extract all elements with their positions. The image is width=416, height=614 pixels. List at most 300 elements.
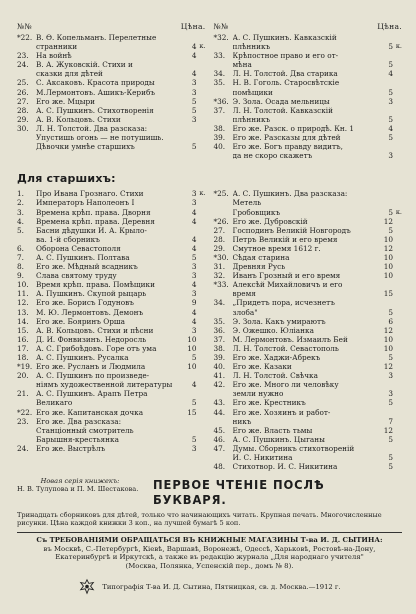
book-title: да не скоро скажетъ (232, 151, 313, 161)
book-price (381, 408, 393, 417)
book-price (185, 417, 197, 426)
book-number (17, 235, 36, 244)
book-entry (17, 317, 206, 326)
book-entry (214, 353, 403, 362)
ad-authors: Н. В. Тулупова и П. М. Шестакова. (17, 485, 139, 494)
book-number (214, 208, 233, 217)
book-number: 45. (213, 425, 226, 435)
price-unit (393, 189, 402, 198)
book-entry (214, 262, 403, 271)
book-price: 5 (388, 225, 393, 235)
book-price (381, 198, 393, 207)
book-price: 5 (191, 353, 197, 362)
book-title: Станціонный смотритель (36, 425, 134, 435)
book-number (17, 142, 36, 151)
book-price: 4 (191, 42, 197, 52)
book-price: 15 (383, 289, 393, 299)
book-price: 12 (383, 243, 393, 253)
book-entry (17, 33, 206, 42)
eagle-emblem-icon (78, 578, 96, 596)
book-title: Его же. Крестникъ (232, 398, 306, 408)
price-unit (197, 253, 206, 262)
book-price: 10 (383, 343, 393, 353)
price-unit (393, 398, 402, 407)
book-entry (17, 408, 206, 417)
book-number: 36. (213, 325, 226, 335)
book-number: 13. (17, 307, 29, 317)
price-unit (393, 124, 402, 133)
book-title: Д. И. Фонвизинъ. Недоросль (36, 334, 147, 344)
book-title: М. Ю. Лермонтовъ. Демонъ (36, 307, 144, 317)
book-title: злоба" (232, 307, 258, 317)
book-title: Его же. Власть тьмы (232, 425, 313, 435)
book-price: 10 (187, 343, 197, 353)
price-unit (393, 344, 402, 353)
book-title: мѣна (232, 60, 252, 70)
book-entry (17, 97, 206, 106)
book-entry (17, 298, 206, 307)
price-unit (393, 417, 402, 426)
book-price: 4 (191, 207, 197, 217)
price-unit (393, 115, 402, 124)
book-number: 2. (17, 198, 24, 208)
price-unit (197, 280, 206, 289)
price-unit (197, 106, 206, 115)
price-unit (197, 217, 206, 226)
book-number: 28. (17, 105, 29, 115)
price-unit (197, 317, 206, 326)
book-number: 21. (17, 389, 29, 399)
book-title: Э. Ожешко. Юліанка (232, 325, 314, 335)
price-unit (197, 326, 206, 335)
book-number (214, 115, 233, 124)
book-entry (17, 371, 206, 380)
book-price (185, 226, 197, 235)
book-price: 5 (388, 398, 393, 408)
book-number: 15. (17, 325, 29, 335)
book-price: 5 (388, 353, 393, 362)
price-unit (197, 408, 206, 417)
book-title: А. С. Пушкинъ. Арапъ Петра (36, 389, 148, 399)
price-unit (393, 462, 402, 471)
book-entry (214, 151, 403, 160)
book-title: Слава святому труду (36, 271, 117, 281)
price-unit (197, 133, 206, 142)
price-unit (197, 69, 206, 78)
book-number: 1. (17, 189, 24, 199)
book-price: 5 (191, 398, 197, 408)
book-title: Его же. Русланъ и Людмила (36, 362, 146, 372)
book-title: Про Ивана Грознаго. Стихи (36, 189, 144, 199)
book-entry (214, 133, 403, 142)
book-entry (214, 88, 403, 97)
book-price: 3 (388, 371, 393, 381)
number-header: №№ (17, 22, 32, 31)
price-unit (393, 97, 402, 106)
book-price: 5 (191, 252, 197, 262)
book-price: 5 (388, 133, 393, 143)
price-unit (197, 78, 206, 87)
price-unit (197, 308, 206, 317)
book-title: Его же. Богъ правду видитъ, (232, 142, 343, 152)
book-price: 3 (191, 87, 197, 97)
book-number: 35. (213, 316, 226, 326)
book-entry (17, 380, 206, 389)
book-price: 3 (191, 443, 197, 453)
price-unit (393, 280, 402, 289)
book-title: Метель (232, 198, 262, 208)
book-price: 5 (388, 114, 393, 124)
book-price: 3 (388, 389, 393, 399)
book-price (381, 280, 393, 289)
book-number: 5. (17, 225, 24, 235)
book-title: А. С. Пушкинъ. Полтава (36, 252, 130, 262)
book-number: *22. (17, 407, 33, 417)
price-unit: к. (395, 42, 402, 51)
book-number: 16. (17, 334, 29, 344)
price-unit (393, 426, 402, 435)
book-price: 10 (187, 334, 197, 344)
book-entry (214, 380, 403, 389)
book-entry (17, 389, 206, 398)
book-entry (214, 308, 403, 317)
book-entry (17, 435, 206, 444)
address-block (17, 536, 402, 570)
book-title: С. Аксаковъ. Красота природы (36, 78, 155, 88)
book-entry (214, 142, 403, 151)
book-number (214, 308, 233, 317)
book-number: 40. (213, 142, 226, 152)
book-title: Его же. Казаки (232, 362, 292, 372)
book-entry (214, 298, 403, 307)
book-number (214, 42, 233, 51)
book-number: 23. (17, 416, 29, 426)
book-number: 18. (17, 353, 29, 362)
book-number (214, 151, 233, 160)
book-title: Его же. Капитанская дочка (36, 407, 144, 417)
book-price: 3 (191, 78, 197, 88)
book-number (214, 417, 233, 426)
book-entry (17, 133, 206, 142)
book-list-top-left (17, 33, 206, 151)
book-number: 39. (213, 133, 226, 143)
column-header (17, 22, 206, 31)
book-price: 4 (191, 307, 197, 317)
book-entry (214, 78, 403, 87)
book-price: 10 (383, 334, 393, 344)
price-unit (197, 444, 206, 453)
price-unit (393, 335, 402, 344)
book-number (214, 198, 233, 207)
book-title: А. С. Пушкинъ. Цыганы (232, 434, 325, 444)
book-number: 32. (213, 271, 226, 281)
price-unit (197, 362, 206, 371)
book-number (17, 133, 36, 142)
price-unit (393, 408, 402, 417)
book-entry (17, 353, 206, 362)
book-title: А. С. Пушкинъ. Кавказскій (232, 33, 337, 42)
book-price: 7 (388, 416, 393, 426)
price-unit: к. (395, 207, 402, 216)
book-title: И. С. Никитина (232, 453, 293, 463)
book-entry (214, 271, 403, 280)
price-unit (197, 371, 206, 380)
price-unit (393, 435, 402, 444)
address-line-2: въ Москвѣ, С.-Петербургѣ, Кіевѣ, Варшавѣ, Воронежѣ, Одессѣ, Харьковѣ, Ростовѣ-на-Дону, (43, 544, 376, 553)
book-title: ва. 1-й сборникъ (36, 234, 100, 244)
book-price: 5 (191, 434, 197, 444)
book-number: 37. (213, 334, 226, 344)
book-price (185, 33, 197, 42)
book-price: 4 (388, 69, 393, 79)
book-list-top-right (214, 33, 403, 160)
book-entry (17, 308, 206, 317)
book-entry (17, 235, 206, 244)
price-unit (393, 33, 402, 42)
book-entry (17, 262, 206, 271)
price-unit (197, 262, 206, 271)
price-unit (197, 289, 206, 298)
book-entry (17, 88, 206, 97)
book-title: Крѣпостное право и его от- (232, 51, 339, 61)
book-number: *26. (213, 216, 229, 226)
book-title: Его же. Разск. о природѣ. Кн. 1 (232, 123, 355, 133)
book-entry (214, 198, 403, 207)
book-entry (214, 33, 403, 42)
book-number: 31. (213, 262, 226, 272)
book-price: 4 (388, 123, 393, 133)
book-number: 27. (17, 96, 29, 106)
book-entry (17, 398, 206, 407)
book-title: никъ (232, 416, 252, 426)
book-number: 44. (213, 407, 226, 417)
book-number: 10. (17, 280, 29, 290)
book-number: 26. (17, 87, 29, 97)
book-price: 10 (187, 362, 197, 372)
price-unit (393, 308, 402, 317)
book-price: 6 (388, 316, 393, 326)
book-entry (214, 189, 403, 198)
book-entry (17, 198, 206, 207)
price-unit (197, 115, 206, 124)
printer-line: Типографія Т-ва И. Д. Сытина, Пятницкая, св. д. Москва.—1912 г. (102, 582, 341, 591)
book-number: 38. (213, 343, 226, 353)
book-title: Господинъ Великій Новгородъ (232, 225, 351, 235)
book-price: 5 (388, 87, 393, 97)
book-title: Времена крѣп. права. Дворня (36, 207, 151, 217)
book-number: 37. (213, 105, 226, 115)
price-unit (393, 198, 402, 207)
price-unit (393, 298, 402, 307)
book-title: Его же. Мѣдный всадникъ (36, 262, 138, 272)
ad-main (153, 477, 402, 507)
book-number: 8. (17, 262, 24, 272)
book-title: странники (36, 42, 78, 52)
book-entry (214, 398, 403, 407)
book-entry (17, 142, 206, 151)
book-entry (17, 115, 206, 124)
book-entry (214, 408, 403, 417)
book-title: Древняя Русь (232, 262, 286, 272)
book-entry (214, 217, 403, 226)
book-price: 15 (187, 407, 197, 417)
book-price: 3 (191, 198, 197, 208)
book-number: 43. (213, 398, 226, 408)
book-number: 34. (213, 69, 226, 79)
book-number: 38. (213, 123, 226, 133)
book-price: 12 (383, 325, 393, 335)
book-title: А. С. Пушкинъ по произведе- (36, 371, 150, 381)
book-entry (214, 362, 403, 371)
book-price: 3 (191, 114, 197, 124)
book-entry (214, 226, 403, 235)
book-number: 41. (213, 371, 226, 381)
book-number: 42. (213, 380, 226, 390)
book-list-older-right (214, 189, 403, 471)
book-title: Сѣдая старина (232, 252, 290, 262)
book-price: 3 (191, 271, 197, 281)
book-title: Его же. Дубровскій (232, 216, 308, 226)
book-title: А. Пушкинъ. Скупой рыцарь (36, 289, 147, 299)
book-price: 3 (191, 262, 197, 272)
book-number: 29. (17, 114, 29, 124)
book-price: 5 (388, 453, 393, 463)
book-title: На войнѣ (36, 51, 72, 61)
book-price: 4 (191, 216, 197, 226)
book-entry (17, 69, 206, 78)
book-entry (214, 60, 403, 69)
book-title: Петръ Великій и его время (232, 234, 338, 244)
book-entry (214, 317, 403, 326)
price-unit: к. (199, 189, 206, 198)
price-unit (393, 142, 402, 151)
book-number (17, 42, 36, 51)
address-line-4: (Москва, Полянка, Успенскій пер., домъ № 8). (125, 562, 294, 570)
book-title: Л. Н. Толстой. Севастополь (232, 343, 339, 353)
book-number: 29. (213, 243, 226, 253)
ad-series-info (17, 477, 143, 507)
book-number (17, 435, 36, 444)
book-entry (214, 444, 403, 453)
price-unit (393, 217, 402, 226)
book-entry (17, 78, 206, 87)
address-line-3: Екатеринбургѣ и Иркутскѣ, а также въ редакцію журнала „Для народнаго учителя" (55, 553, 364, 562)
book-title: А. С. Грибоѣдовъ. Горе отъ ума (36, 343, 157, 353)
book-price (381, 189, 393, 198)
book-number: *36. (213, 96, 229, 106)
book-number: 47. (213, 443, 226, 453)
book-number (214, 88, 233, 97)
price-unit (393, 133, 402, 142)
book-title: Э. Зола. Осада мельницы (232, 96, 330, 106)
book-price (381, 33, 393, 42)
book-price: 3 (388, 96, 393, 106)
top-columns (17, 22, 402, 160)
book-price (185, 124, 197, 133)
book-price: 5 (388, 42, 393, 52)
price-unit (197, 335, 206, 344)
price-unit (197, 235, 206, 244)
book-price (381, 106, 393, 115)
book-entry (214, 97, 403, 106)
price-unit (393, 226, 402, 235)
price-unit (393, 51, 402, 60)
price-unit (393, 362, 402, 371)
price-unit (197, 51, 206, 60)
section-title: Для старшихъ: (17, 172, 116, 186)
book-title: Упустишь огонь — не потушишь. (36, 133, 164, 143)
price-unit (197, 60, 206, 69)
book-title: Оборона Севастополя (36, 243, 121, 253)
price-unit (197, 398, 206, 407)
book-number: 17. (17, 343, 29, 353)
price-unit (393, 244, 402, 253)
book-entry (17, 280, 206, 289)
book-price: 3 (191, 289, 197, 299)
book-price: 10 (383, 262, 393, 272)
book-number: 28. (213, 234, 226, 244)
book-entry (17, 444, 206, 453)
book-number (17, 69, 36, 78)
book-entry (214, 344, 403, 353)
older-columns (17, 189, 402, 471)
book-price: 4 (191, 69, 197, 79)
book-entry (17, 426, 206, 435)
book-price (381, 298, 393, 307)
book-title: М.Лермонтовъ. Ашикъ-Керибъ (36, 87, 155, 97)
new-series-ad (17, 477, 402, 507)
book-title: Время крѣп. права. Помѣщики (36, 280, 155, 290)
book-entry (214, 115, 403, 124)
book-entry (214, 124, 403, 133)
book-entry (17, 289, 206, 298)
price-unit (197, 244, 206, 253)
price-unit (197, 353, 206, 362)
price-unit (393, 106, 402, 115)
price-unit (393, 78, 402, 87)
book-title: А. С. Пушкинъ. Два разсказа: (232, 189, 348, 199)
book-entry (214, 289, 403, 298)
price-unit (393, 69, 402, 78)
price-unit (393, 444, 402, 453)
book-number: 48. (213, 462, 226, 472)
book-title: плѣнникъ (232, 42, 271, 52)
book-price (185, 133, 197, 142)
book-price: 5 (388, 207, 393, 217)
book-entry (17, 51, 206, 60)
book-number: 11. (17, 289, 29, 299)
book-number (17, 398, 36, 407)
book-number: 46. (213, 434, 226, 444)
price-unit (393, 88, 402, 97)
book-number: 23. (17, 51, 29, 61)
book-price: 12 (383, 362, 393, 372)
price-unit (197, 298, 206, 307)
price-unit (393, 253, 402, 262)
book-title: земли нужно (232, 389, 284, 399)
book-title: М. Лермонтовъ. Измаилъ Бей (232, 334, 348, 344)
book-title: Его же. Борисъ Годуновъ (36, 298, 134, 308)
book-price: 10 (383, 234, 393, 244)
price-unit (197, 124, 206, 133)
book-price: 5 (388, 307, 393, 317)
book-title: помѣщики (232, 87, 273, 97)
price-unit (197, 198, 206, 207)
book-title: А. С. Пушкинъ. Русалка (36, 353, 129, 362)
book-entry (214, 371, 403, 380)
book-title: Его же. Хозяинъ и работ- (232, 407, 331, 417)
book-price (381, 78, 393, 87)
